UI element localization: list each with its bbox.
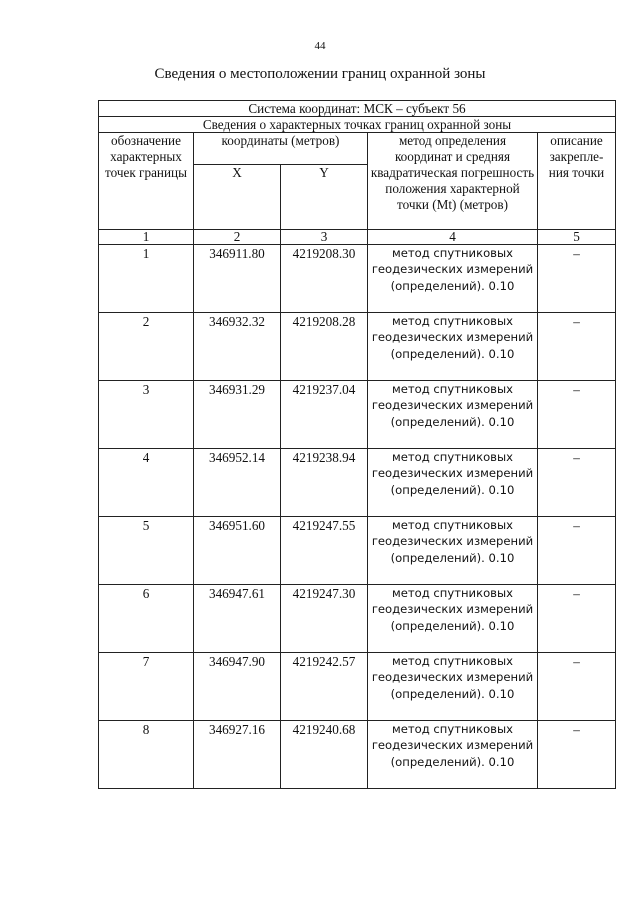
section-caption: Сведения о характерных точках границ охранной зоны [99, 117, 616, 133]
point-id: 2 [99, 313, 194, 381]
point-description: – [538, 721, 616, 789]
method-text: метод спутниковых геодезических измерений (определений). 0.10 [368, 245, 538, 313]
point-description: – [538, 585, 616, 653]
method-text: метод спутниковых геодезических измерений (определений). 0.10 [368, 381, 538, 449]
point-description: – [538, 245, 616, 313]
column-number: 3 [281, 230, 368, 245]
coord-y: 4219208.28 [281, 313, 368, 381]
coord-y: 4219247.30 [281, 585, 368, 653]
coordinate-system-caption: Система координат: МСК – субъект 56 [99, 101, 616, 117]
header-y: Y [281, 165, 368, 230]
method-text: метод спутниковых геодезических измерений (определений). 0.10 [368, 449, 538, 517]
header-description: описание закрепле-ния точки [538, 133, 616, 230]
point-id: 1 [99, 245, 194, 313]
method-text: метод спутниковых геодезических измерений (определений). 0.10 [368, 585, 538, 653]
method-text: метод спутниковых геодезических измерений (определений). 0.10 [368, 313, 538, 381]
column-number: 4 [368, 230, 538, 245]
point-id: 8 [99, 721, 194, 789]
coord-x: 346931.29 [194, 381, 281, 449]
table-row [99, 585, 616, 653]
point-id: 4 [99, 449, 194, 517]
header-point: обозначение характерных точек границы [99, 133, 194, 230]
coord-x: 346947.61 [194, 585, 281, 653]
column-number: 5 [538, 230, 616, 245]
table-row [99, 653, 616, 721]
column-number: 1 [99, 230, 194, 245]
coord-x: 346927.16 [194, 721, 281, 789]
point-id: 7 [99, 653, 194, 721]
document-title: Сведения о местоположении границ охранной зоны [154, 66, 486, 82]
point-description: – [538, 449, 616, 517]
coord-y: 4219242.57 [281, 653, 368, 721]
coord-y: 4219247.55 [281, 517, 368, 585]
coord-y: 4219208.30 [281, 245, 368, 313]
coord-y: 4219240.68 [281, 721, 368, 789]
point-description: – [538, 313, 616, 381]
point-description: – [538, 517, 616, 585]
table-row [99, 313, 616, 381]
header-x: X [194, 165, 281, 230]
table-row [99, 517, 616, 585]
table-row [99, 381, 616, 449]
point-description: – [538, 653, 616, 721]
table-row [99, 449, 616, 517]
column-number-row [99, 230, 616, 245]
point-id: 5 [99, 517, 194, 585]
coord-x: 346951.60 [194, 517, 281, 585]
table-row [99, 721, 616, 789]
point-description: – [538, 381, 616, 449]
boundary-points-table [98, 100, 616, 789]
point-id: 3 [99, 381, 194, 449]
column-number: 2 [194, 230, 281, 245]
method-text: метод спутниковых геодезических измерений (определений). 0.10 [368, 517, 538, 585]
coord-y: 4219238.94 [281, 449, 368, 517]
coord-x: 346952.14 [194, 449, 281, 517]
page-number: 44 [314, 40, 326, 52]
coord-x: 346947.90 [194, 653, 281, 721]
header-coords: координаты (метров) [194, 133, 368, 165]
coord-x: 346911.80 [194, 245, 281, 313]
table-row [99, 245, 616, 313]
point-id: 6 [99, 585, 194, 653]
coord-x: 346932.32 [194, 313, 281, 381]
method-text: метод спутниковых геодезических измерений (определений). 0.10 [368, 653, 538, 721]
method-text: метод спутниковых геодезических измерений (определений). 0.10 [368, 721, 538, 789]
header-method: метод определения координат и средняя квадратическая погрешность положения характерной точки (Mt) (метров) [368, 133, 538, 230]
coord-y: 4219237.04 [281, 381, 368, 449]
